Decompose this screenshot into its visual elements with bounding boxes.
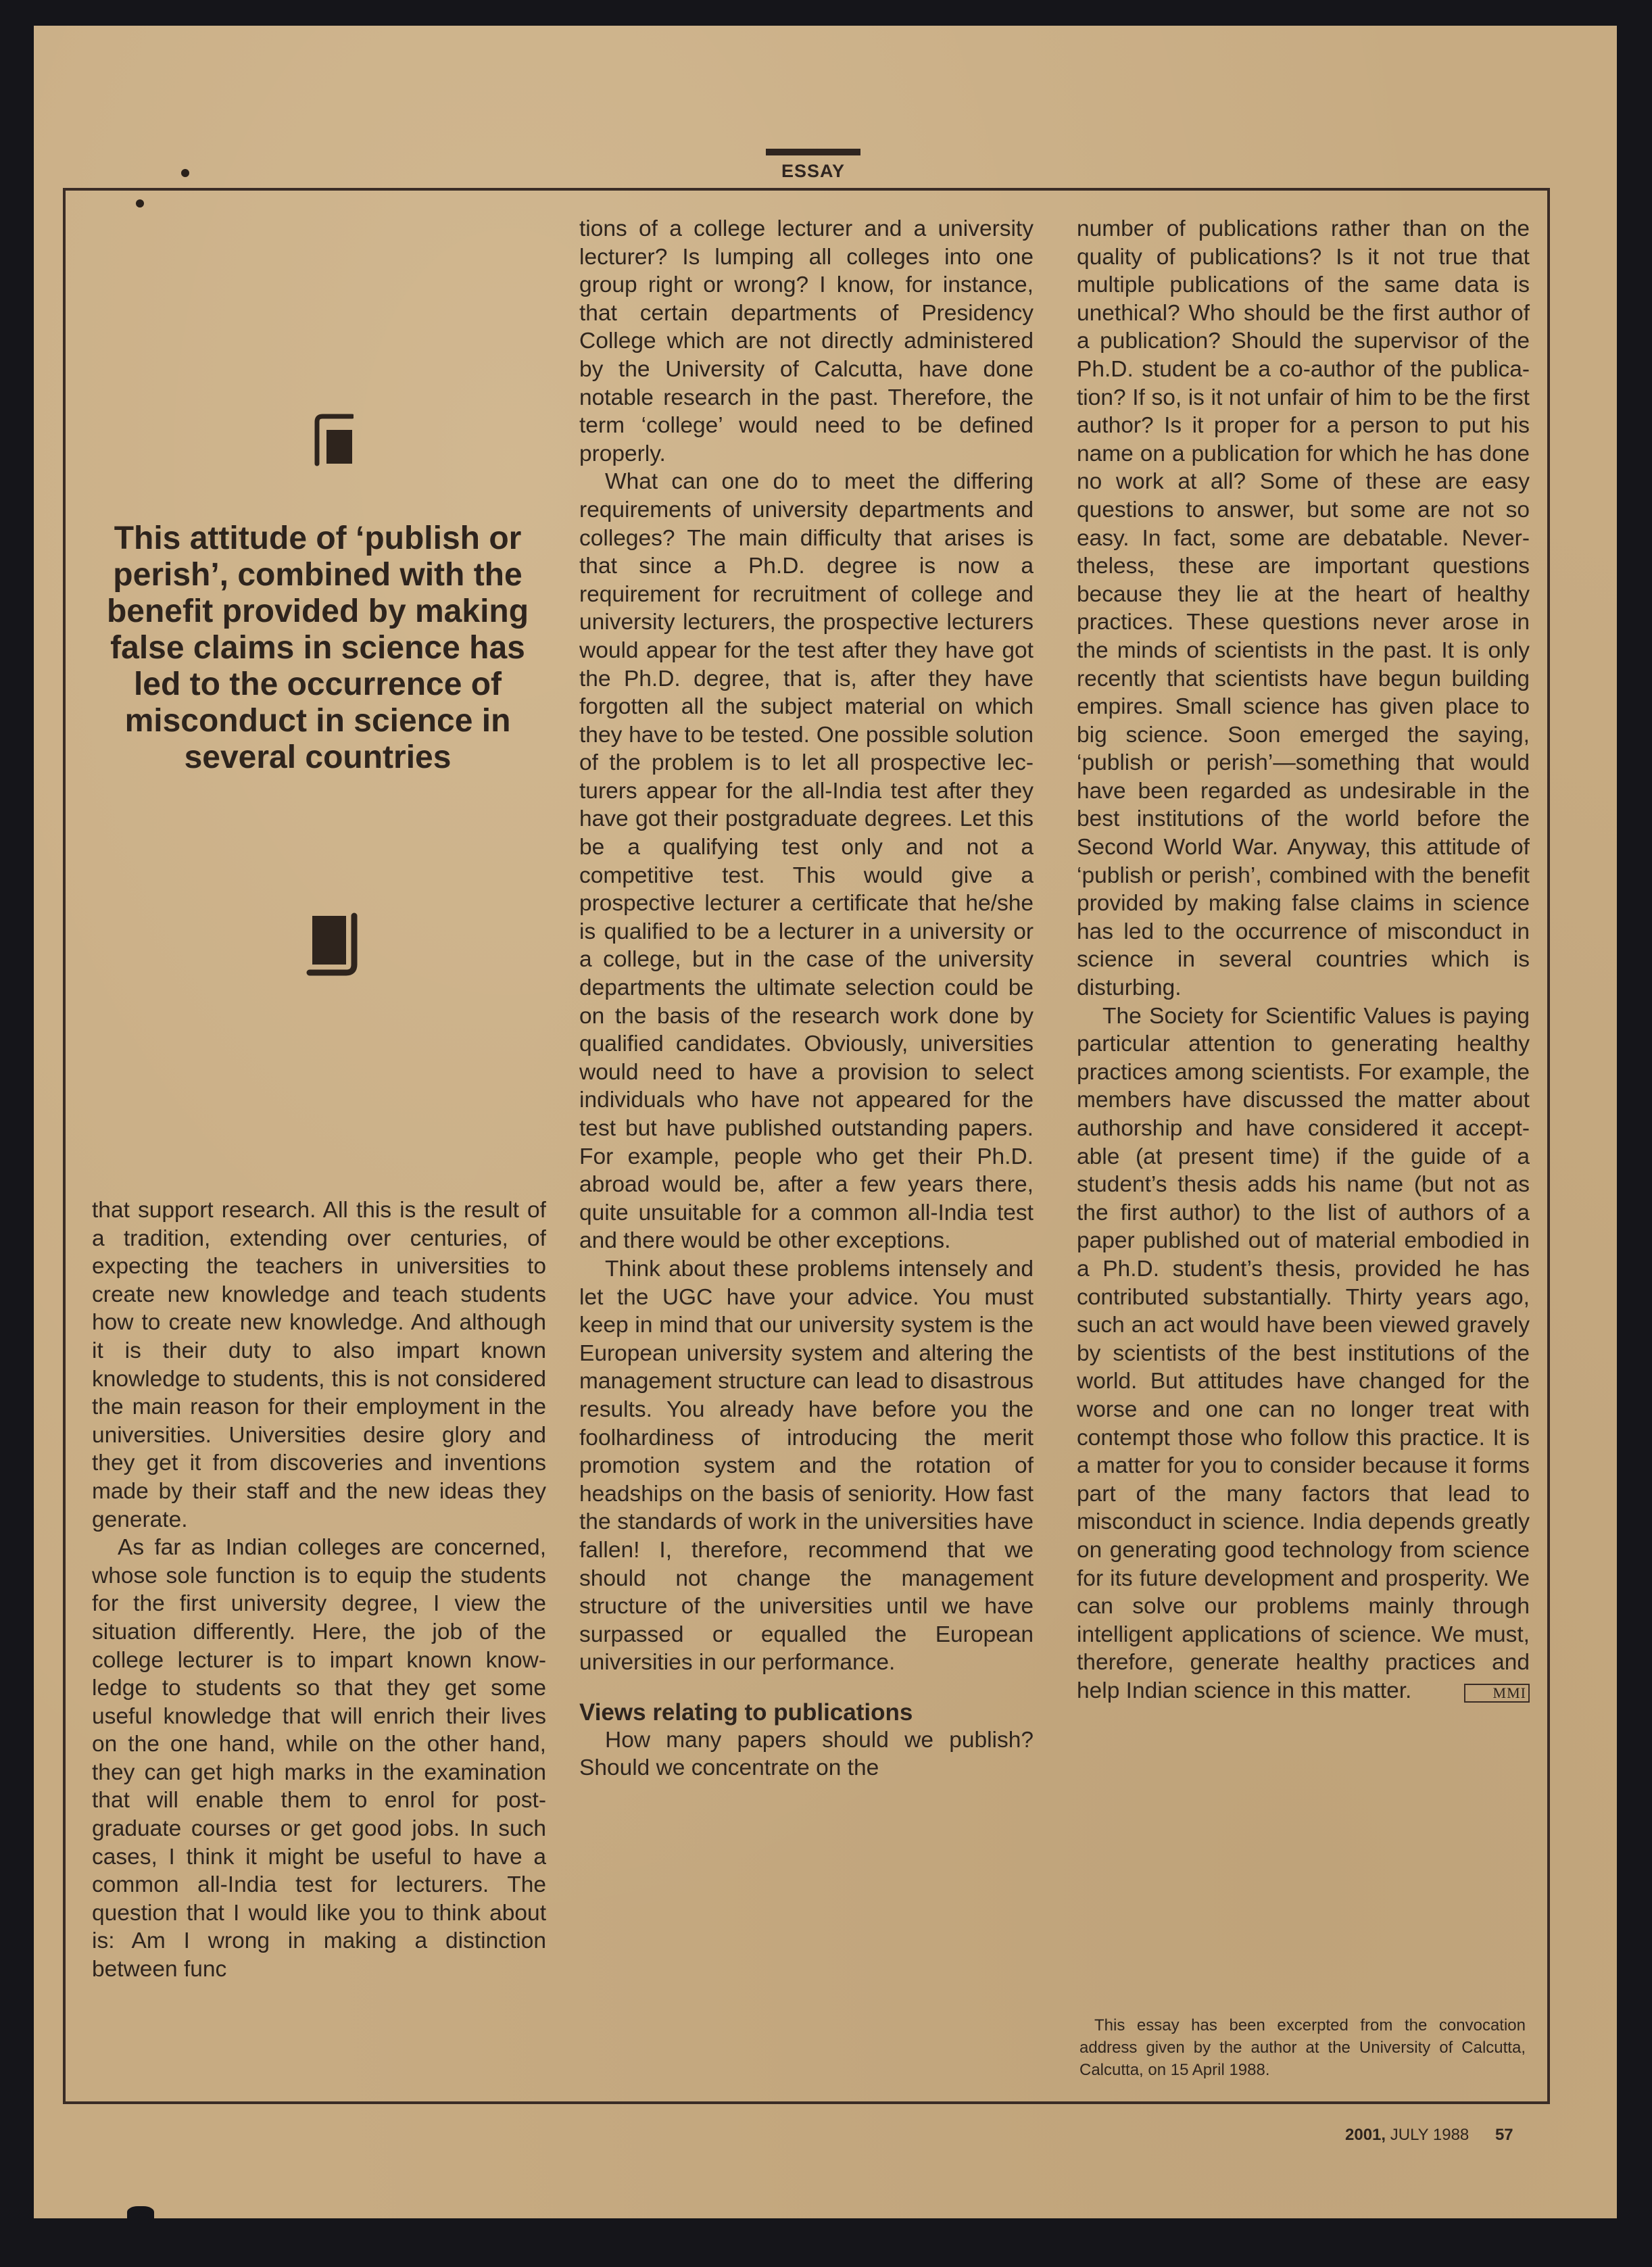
page-footer — [1345, 2126, 1513, 2145]
subheading: Views relating to publications — [579, 1699, 913, 1726]
quote-close-bracket-icon — [304, 908, 358, 978]
paragraph: What can one do to meet the differing requirements of university departments and colleges? The main difficulty that arises is that since a Ph.D. degree is now a requirement for recruitment of college and university lecturers, the prospective lecturers would appear for the test after they have got the Ph.D. degree, that is, after they have forgotten all the subject material on which they have to be tested. One possible solution of the problem is to let all prospective lecturers appear for the all-India test after they have got their postgraduate degrees. Let this be a qualifying test only and not a competitive test. This would give a prospective lecturer a certificate that he/she is qualified to be a lecturer in a university or a college, but in the case of the university departments the ultimate selection could be on the basis of the research work done by qualified candidates. Obviously, universities would need to have a provision to select individuals who have not appeared for the test but have published outstanding papers. For example, people who get their Ph.D. abroad would be, after a few years there, quite unsuitable for a common all-India test and there would be other exceptions. — [579, 469, 1034, 1254]
paragraph: How many papers should we publish? Should we concentrate on the — [579, 1727, 1034, 1781]
page-number: 57 — [1495, 2126, 1513, 2144]
editorial-footnote: This essay has been excerpted from the convocation address given by the author at the University of Calcutta, Calcutta, on 15 April 1988. — [1079, 2016, 1526, 2079]
section-label: ESSAY — [781, 161, 846, 181]
paper-tear — [127, 2206, 154, 2221]
paragraph: tions of a college lecturer and a university lecturer? Is lumping all colleges into one group right or wrong? I know, for instance, that certain departments of Presidency College which are not directly administered by the University of Calcutta, have done notable research in the past. Therefore, the term ‘college’ would need to be defined properly. — [579, 216, 1034, 466]
quote-open-bracket-icon — [313, 412, 354, 466]
paragraph: Think about these problems intensely and let the UGC have your advice. You must keep in mind that our university system is the European university system and altering the management structure can lead to disastrous results. You already have before you the foolhardiness of introducing the merit promotion system and the rotation of headships on the basis of seniority. How fast the standards of work in the universities have fallen! I, therefore, recommend that we should not change the management structure of the universities until we have surpassed or equalled the European universities in our performance. — [579, 1256, 1034, 1676]
pull-quote: This attitude of ‘publish or perish’, combined with the benefit provided by making false claims in science has led to the occurrence of misconduct in science in several countries — [106, 520, 529, 775]
issue-date: JULY 1988 — [1390, 2126, 1469, 2144]
paragraph-text: The Society for Scientific Values is paying particular attention to generating healthy practices among scientists. For example, the members have discussed the matter about authorship and have considered it acceptable (at present time) if the guide of a student’s thesis adds his name (but not as the first author) to the list of authors of a paper published out of material embodied in a Ph.D. student’s thesis, provided he has contributed substantially. Thirty years ago, such an act would have been viewed gravely by scientists of the best institutions of the world. But attitudes have changed for the worse and one can no longer treat with contempt those who follow this practice. It is a matter for you to consider because it forms part of the many factors that lead to misconduct in science. India depends greatly on generating good technology from science for its future development and prosperity. We can solve our problems mainly through intelligent applications of science. We must, therefore, generate healthy practices and help Indian science in this matter. — [1077, 1003, 1530, 1703]
article-column-1 — [92, 1196, 546, 1984]
paragraph — [1077, 1002, 1530, 1705]
article-column-3 — [1077, 215, 1530, 1705]
staple-hole — [181, 169, 189, 177]
section-rule — [766, 149, 860, 155]
magazine-name: 2001, — [1345, 2126, 1386, 2144]
paragraph: As far as Indian colleges are concerned, whose sole function is to equip the students for the first university degree, I view the situation differently. Here, the job of the college lecturer is to impart known knowledge to students so that they get some useful knowledge that will enrich their lives on the one hand, while on the other hand, they can get high marks in the examination that will enable them to enrol for postgraduate courses or get good jobs. In such cases, I think it might be useful to have a common all-India test for lecturers. The question that I would like you to think about is: Am I wrong in making a distinction between func — [92, 1535, 546, 1982]
author-signoff: MMI — [1464, 1684, 1530, 1703]
paragraph: that support research. All this is the result of a tradition, extending over centuries, of expecting the teachers in universities to create new knowledge and teach students how to create new knowledge. And although it is their duty to also impart known knowledge to students, this is not considered the main reason for their employment in the universities. Universities desire glory and they get it from discoveries and inventions made by their staff and the new ideas they generate. — [92, 1198, 546, 1532]
paragraph: number of publications rather than on the quality of publications? Is it not true that multiple publications of the same data is unethical? Who should be the first author of a publication? Should the supervisor of the Ph.D. student be a co-author of the publication? If so, is it not unfair of him to be the first author? Is it proper for a person to put his name on a publication for which he has done no work at all? Some of these are easy questions to answer, but some are not so easy. In fact, some are debatable. Nevertheless, these are important questions because they lie at the heart of healthy practices. These questions never arose in the minds of scientists in the past. It is only recently that scientists have begun building empires. Small science has given place to big science. Soon emerged the saying, ‘publish or perish’—something that would have been regarded as undesirable in the best institutions of the world before the Second World War. Anyway, this attitude of ‘publish or perish’, combined with the benefit provided by making false claims in science has led to the occurrence of misconduct in science in several countries which is disturbing. — [1077, 216, 1530, 1001]
article-column-2 — [579, 215, 1034, 1782]
